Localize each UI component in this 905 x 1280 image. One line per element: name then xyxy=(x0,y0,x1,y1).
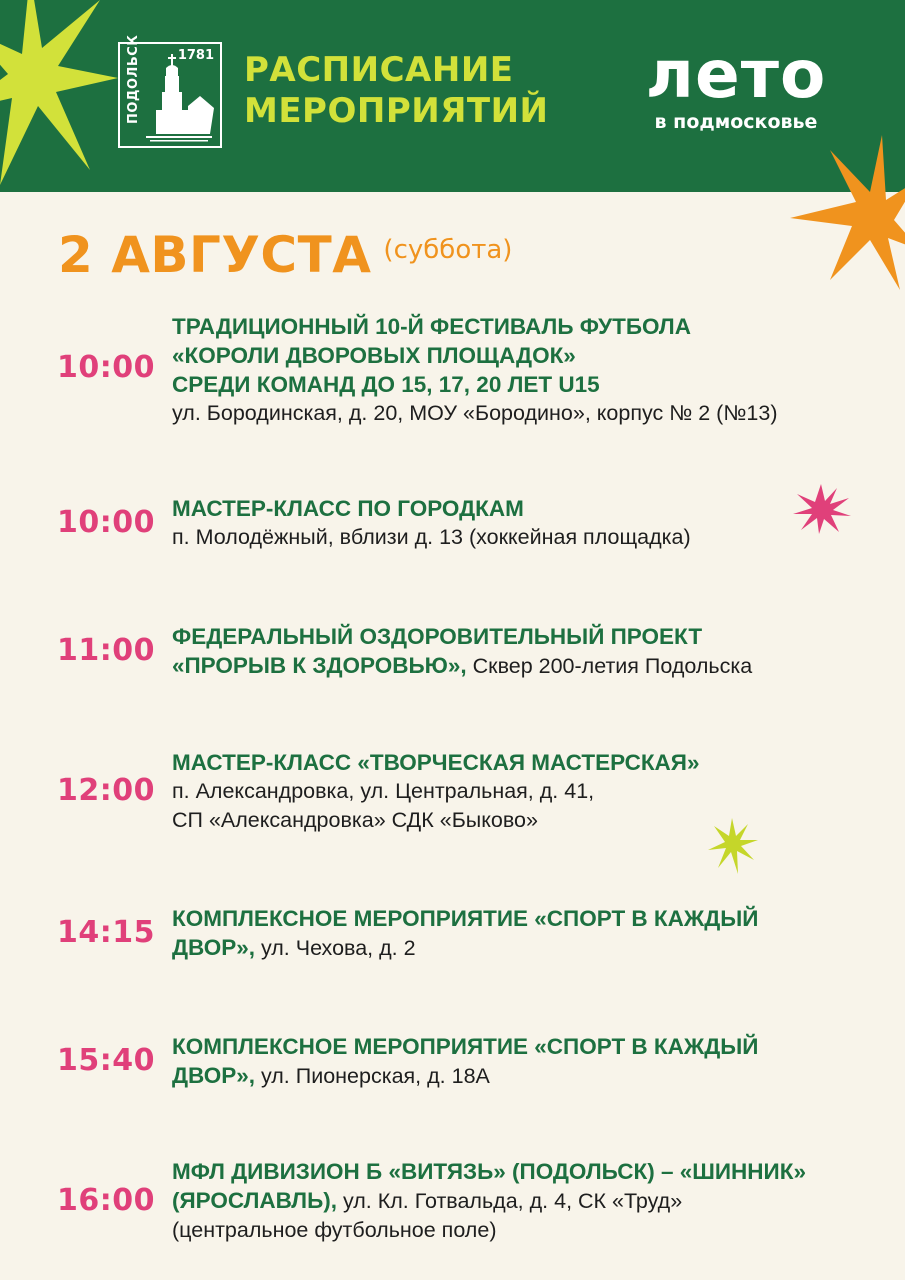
orange-star-icon xyxy=(790,130,905,290)
event-title-tail: ДВОР», xyxy=(172,935,255,960)
church-icon xyxy=(140,50,218,146)
event-time: 10:00 xyxy=(57,505,155,540)
event-title: МФЛ ДИВИЗИОН Б «ВИТЯЗЬ» (ПОДОЛЬСК) – «ШИННИК» xyxy=(172,1159,806,1184)
event-info xyxy=(172,748,872,835)
event-time: 14:15 xyxy=(57,915,155,950)
event-info xyxy=(172,494,872,552)
logo-year: 1781 xyxy=(177,48,214,63)
event-title: МАСТЕР-КЛАСС ПО ГОРОДКАМ xyxy=(172,496,524,521)
event-title: «КОРОЛИ ДВОРОВЫХ ПЛОЩАДОК» xyxy=(172,343,576,368)
event-address: ул. Бородинская, д. 20, МОУ «Бородино», корпус № 2 (№13) xyxy=(172,401,778,425)
event-title xyxy=(172,651,872,681)
event-time: 10:00 xyxy=(57,350,155,385)
event-title xyxy=(172,1061,872,1091)
event-info xyxy=(172,312,872,428)
event-time: 11:00 xyxy=(57,633,155,668)
title-line-1: РАСПИСАНИЕ xyxy=(244,50,514,90)
event-title: ТРАДИЦИОННЫЙ 10-Й ФЕСТИВАЛЬ ФУТБОЛА xyxy=(172,314,691,339)
podolsk-logo xyxy=(118,34,222,148)
event-title: СРЕДИ КОМАНД ДО 15, 17, 20 ЛЕТ U15 xyxy=(172,372,600,397)
leto-brand xyxy=(620,36,852,134)
title-line-2: МЕРОПРИЯТИЙ xyxy=(244,91,549,131)
event-title-tail: ДВОР», xyxy=(172,1063,255,1088)
event-time: 15:40 xyxy=(57,1043,155,1078)
event-title: КОМПЛЕКСНОЕ МЕРОПРИЯТИЕ «СПОРТ В КАЖДЫЙ xyxy=(172,1034,759,1059)
event-time: 16:00 xyxy=(57,1183,155,1218)
yellow-star-icon xyxy=(0,0,120,190)
event-address: Сквер 200-летия Подольска xyxy=(466,654,753,678)
event-title-tail: «ПРОРЫВ К ЗДОРОВЬЮ», xyxy=(172,653,467,678)
brand-main: лето xyxy=(645,36,827,113)
event-address: СП «Александровка» СДК «Быково» xyxy=(172,808,538,832)
event-address: п. Александровка, ул. Центральная, д. 41, xyxy=(172,779,595,803)
event-address: ул. Кл. Готвальда, д. 4, СК «Труд» xyxy=(337,1189,683,1213)
event-info xyxy=(172,1157,872,1245)
event-title: ФЕДЕРАЛЬНЫЙ ОЗДОРОВИТЕЛЬНЫЙ ПРОЕКТ xyxy=(172,624,703,649)
schedule-title xyxy=(244,50,549,132)
event-address: ул. Пионерская, д. 18А xyxy=(255,1064,490,1088)
event-info xyxy=(172,904,872,963)
event-address: ул. Чехова, д. 2 xyxy=(255,936,416,960)
logo-city: ПОДОЛЬСК xyxy=(126,34,141,124)
event-title xyxy=(172,1186,872,1216)
event-info xyxy=(172,1032,872,1091)
date-weekday: (суббота) xyxy=(383,235,513,265)
event-address: п. Молодёжный, вблизи д. 13 (хоккейная площадка) xyxy=(172,525,691,549)
date-heading xyxy=(58,226,512,284)
event-title: КОМПЛЕКСНОЕ МЕРОПРИЯТИЕ «СПОРТ В КАЖДЫЙ xyxy=(172,906,759,931)
event-title-tail: (ЯРОСЛАВЛЬ), xyxy=(172,1188,337,1213)
event-title: МАСТЕР-КЛАСС «ТВОРЧЕСКАЯ МАСТЕРСКАЯ» xyxy=(172,750,700,775)
brand-sub: в подмосковье xyxy=(654,111,818,133)
event-info xyxy=(172,622,872,681)
event-address: (центральное футбольное поле) xyxy=(172,1218,497,1242)
date-main: 2 АВГУСТА xyxy=(58,226,372,284)
event-title xyxy=(172,933,872,963)
event-time: 12:00 xyxy=(57,773,155,808)
